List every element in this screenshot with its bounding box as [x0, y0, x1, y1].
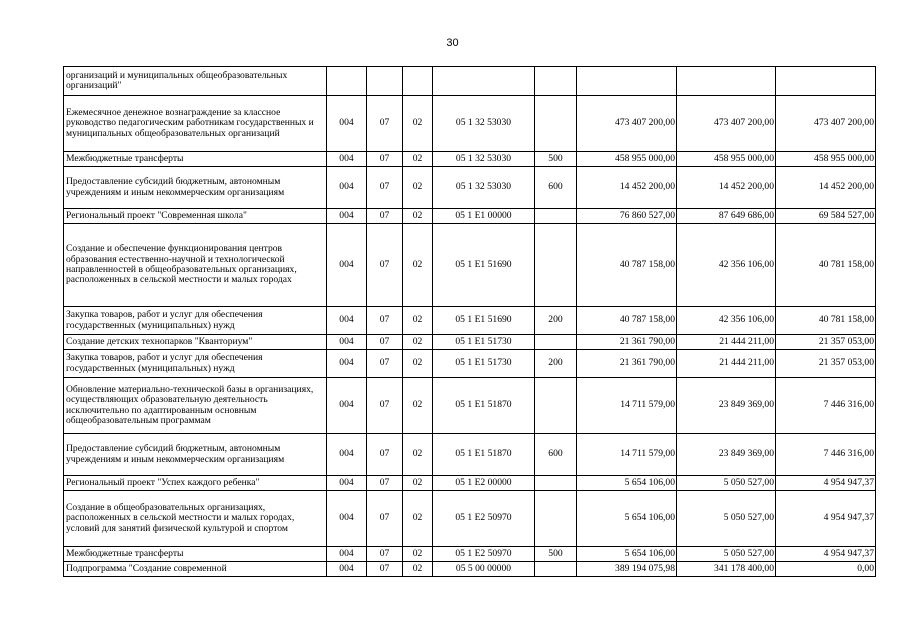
budget-table: [63, 66, 876, 577]
table-row: [64, 350, 876, 378]
cell-subsection: 02: [403, 335, 433, 350]
cell-grbs: [327, 67, 367, 96]
cell-amount-year1: 473 407 200,00: [577, 96, 677, 152]
cell-subsection: 02: [403, 547, 433, 562]
cell-expense-type: [535, 224, 577, 307]
cell-subsection: 02: [403, 562, 433, 577]
cell-subsection: [403, 67, 433, 96]
cell-name: Предоставление субсидий бюджетным, автономным учреждениям и иным некоммерческим организациям: [64, 434, 327, 476]
cell-subsection: 02: [403, 378, 433, 434]
cell-target-article: 05 1 E1 51870: [433, 378, 535, 434]
cell-amount-year2: 473 407 200,00: [677, 96, 776, 152]
cell-grbs: 004: [327, 307, 367, 335]
cell-section: 07: [367, 209, 403, 224]
cell-amount-year3: 40 781 158,00: [776, 224, 876, 307]
cell-subsection: 02: [403, 209, 433, 224]
cell-target-article: 05 1 E2 00000: [433, 476, 535, 491]
cell-amount-year1: 14 452 200,00: [577, 167, 677, 209]
table-row: [64, 307, 876, 335]
cell-amount-year1: 389 194 075,98: [577, 562, 677, 577]
cell-amount-year1: 5 654 106,00: [577, 491, 677, 547]
cell-name: Межбюджетные трансферты: [64, 547, 327, 562]
cell-target-article: 05 1 E2 50970: [433, 491, 535, 547]
cell-amount-year3: 69 584 527,00: [776, 209, 876, 224]
cell-amount-year2: 5 050 527,00: [677, 476, 776, 491]
budget-table-body: [64, 67, 876, 577]
cell-grbs: 004: [327, 547, 367, 562]
cell-target-article: 05 1 E1 51690: [433, 307, 535, 335]
cell-section: 07: [367, 491, 403, 547]
cell-amount-year1: 5 654 106,00: [577, 476, 677, 491]
cell-amount-year3: [776, 67, 876, 96]
cell-amount-year1: [577, 67, 677, 96]
table-row: [64, 562, 876, 577]
cell-amount-year3: 473 407 200,00: [776, 96, 876, 152]
cell-amount-year2: 458 955 000,00: [677, 152, 776, 167]
cell-subsection: 02: [403, 476, 433, 491]
cell-amount-year3: 4 954 947,37: [776, 547, 876, 562]
cell-amount-year1: 40 787 158,00: [577, 224, 677, 307]
cell-section: 07: [367, 167, 403, 209]
cell-amount-year1: 14 711 579,00: [577, 434, 677, 476]
cell-grbs: 004: [327, 335, 367, 350]
cell-expense-type: [535, 491, 577, 547]
cell-name: Закупка товаров, работ и услуг для обеспечения государственных (муниципальных) нужд: [64, 350, 327, 378]
cell-name: Создание и обеспечение функционирования центров образования естественно-научной и технологической направленностей в общеобразовательных организациях, расположенных в сельской местности и малых городах: [64, 224, 327, 307]
table-row: [64, 67, 876, 96]
cell-name: Закупка товаров, работ и услуг для обеспечения государственных (муниципальных) нужд: [64, 307, 327, 335]
cell-target-article: 05 1 E2 50970: [433, 547, 535, 562]
cell-expense-type: [535, 96, 577, 152]
cell-expense-type: [535, 562, 577, 577]
table-row: [64, 209, 876, 224]
table-row: [64, 434, 876, 476]
cell-target-article: 05 1 E1 51730: [433, 350, 535, 378]
cell-expense-type: 600: [535, 434, 577, 476]
cell-amount-year1: 14 711 579,00: [577, 378, 677, 434]
cell-name: Межбюджетные трансферты: [64, 152, 327, 167]
cell-subsection: 02: [403, 152, 433, 167]
cell-amount-year2: 87 649 686,00: [677, 209, 776, 224]
cell-amount-year2: 42 356 106,00: [677, 307, 776, 335]
cell-expense-type: 600: [535, 167, 577, 209]
cell-amount-year2: 42 356 106,00: [677, 224, 776, 307]
cell-subsection: 02: [403, 307, 433, 335]
cell-grbs: 004: [327, 167, 367, 209]
cell-amount-year2: 341 178 400,00: [677, 562, 776, 577]
table-row: [64, 96, 876, 152]
cell-grbs: 004: [327, 378, 367, 434]
cell-amount-year2: 21 444 211,00: [677, 335, 776, 350]
cell-expense-type: [535, 67, 577, 96]
table-row: [64, 476, 876, 491]
table-row: [64, 152, 876, 167]
cell-section: 07: [367, 378, 403, 434]
cell-amount-year3: 4 954 947,37: [776, 491, 876, 547]
table-row: [64, 167, 876, 209]
cell-expense-type: [535, 335, 577, 350]
cell-section: 07: [367, 152, 403, 167]
cell-amount-year3: 21 357 053,00: [776, 350, 876, 378]
cell-target-article: 05 1 32 53030: [433, 152, 535, 167]
cell-amount-year1: 21 361 790,00: [577, 335, 677, 350]
cell-amount-year3: 14 452 200,00: [776, 167, 876, 209]
cell-grbs: 004: [327, 434, 367, 476]
cell-amount-year2: 5 050 527,00: [677, 547, 776, 562]
cell-subsection: 02: [403, 167, 433, 209]
cell-grbs: 004: [327, 152, 367, 167]
table-row: [64, 547, 876, 562]
cell-section: 07: [367, 562, 403, 577]
cell-expense-type: 500: [535, 547, 577, 562]
cell-name: Обновление материально-технической базы в организациях, осуществляющих образовательную деятельность исключительно по адаптированным основным общеобразовательным программам: [64, 378, 327, 434]
cell-amount-year1: 458 955 000,00: [577, 152, 677, 167]
table-row: [64, 224, 876, 307]
cell-name: организаций и муниципальных общеобразовательных организаций": [64, 67, 327, 96]
cell-amount-year2: 5 050 527,00: [677, 491, 776, 547]
cell-amount-year2: 23 849 369,00: [677, 434, 776, 476]
cell-amount-year3: 7 446 316,00: [776, 434, 876, 476]
cell-target-article: 05 1 E1 51690: [433, 224, 535, 307]
cell-name: Региональный проект "Успех каждого ребенка": [64, 476, 327, 491]
cell-expense-type: 500: [535, 152, 577, 167]
cell-amount-year1: 21 361 790,00: [577, 350, 677, 378]
table-row: [64, 378, 876, 434]
cell-grbs: 004: [327, 96, 367, 152]
cell-section: 07: [367, 335, 403, 350]
cell-section: 07: [367, 224, 403, 307]
cell-expense-type: [535, 209, 577, 224]
cell-amount-year1: 76 860 527,00: [577, 209, 677, 224]
cell-expense-type: 200: [535, 350, 577, 378]
cell-grbs: 004: [327, 350, 367, 378]
cell-section: 07: [367, 547, 403, 562]
cell-section: 07: [367, 476, 403, 491]
cell-section: 07: [367, 307, 403, 335]
cell-amount-year3: 7 446 316,00: [776, 378, 876, 434]
cell-grbs: 004: [327, 562, 367, 577]
cell-name: Создание в общеобразовательных организациях, расположенных в сельской местности и малых городах, условий для занятий физической культурой и спортом: [64, 491, 327, 547]
cell-section: 07: [367, 434, 403, 476]
cell-amount-year2: 23 849 369,00: [677, 378, 776, 434]
cell-expense-type: 200: [535, 307, 577, 335]
cell-amount-year3: 21 357 053,00: [776, 335, 876, 350]
cell-grbs: 004: [327, 476, 367, 491]
cell-target-article: 05 1 E1 51730: [433, 335, 535, 350]
cell-name: Региональный проект "Современная школа": [64, 209, 327, 224]
cell-subsection: 02: [403, 491, 433, 547]
cell-amount-year2: 14 452 200,00: [677, 167, 776, 209]
cell-target-article: 05 5 00 00000: [433, 562, 535, 577]
cell-name: Ежемесячное денежное вознаграждение за классное руководство педагогическим работникам государственных и муниципальных общеобразовательных организаций: [64, 96, 327, 152]
cell-grbs: 004: [327, 224, 367, 307]
cell-target-article: 05 1 32 53030: [433, 167, 535, 209]
cell-amount-year3: 4 954 947,37: [776, 476, 876, 491]
cell-section: [367, 67, 403, 96]
cell-amount-year3: 40 781 158,00: [776, 307, 876, 335]
cell-target-article: 05 1 E1 51870: [433, 434, 535, 476]
cell-target-article: 05 1 E1 00000: [433, 209, 535, 224]
cell-expense-type: [535, 378, 577, 434]
page-number: 30: [446, 37, 459, 49]
cell-expense-type: [535, 476, 577, 491]
cell-subsection: 02: [403, 96, 433, 152]
cell-subsection: 02: [403, 224, 433, 307]
cell-amount-year3: 458 955 000,00: [776, 152, 876, 167]
cell-name: Подпрограмма "Создание современной: [64, 562, 327, 577]
cell-amount-year2: [677, 67, 776, 96]
cell-amount-year2: 21 444 211,00: [677, 350, 776, 378]
cell-grbs: 004: [327, 209, 367, 224]
cell-section: 07: [367, 350, 403, 378]
cell-subsection: 02: [403, 434, 433, 476]
cell-name: Создание детских технопарков "Кванториум": [64, 335, 327, 350]
cell-target-article: 05 1 32 53030: [433, 96, 535, 152]
table-row: [64, 335, 876, 350]
table-row: [64, 491, 876, 547]
cell-target-article: [433, 67, 535, 96]
cell-name: Предоставление субсидий бюджетным, автономным учреждениям и иным некоммерческим организациям: [64, 167, 327, 209]
cell-grbs: 004: [327, 491, 367, 547]
cell-amount-year3: 0,00: [776, 562, 876, 577]
cell-amount-year1: 40 787 158,00: [577, 307, 677, 335]
cell-subsection: 02: [403, 350, 433, 378]
cell-section: 07: [367, 96, 403, 152]
cell-amount-year1: 5 654 106,00: [577, 547, 677, 562]
